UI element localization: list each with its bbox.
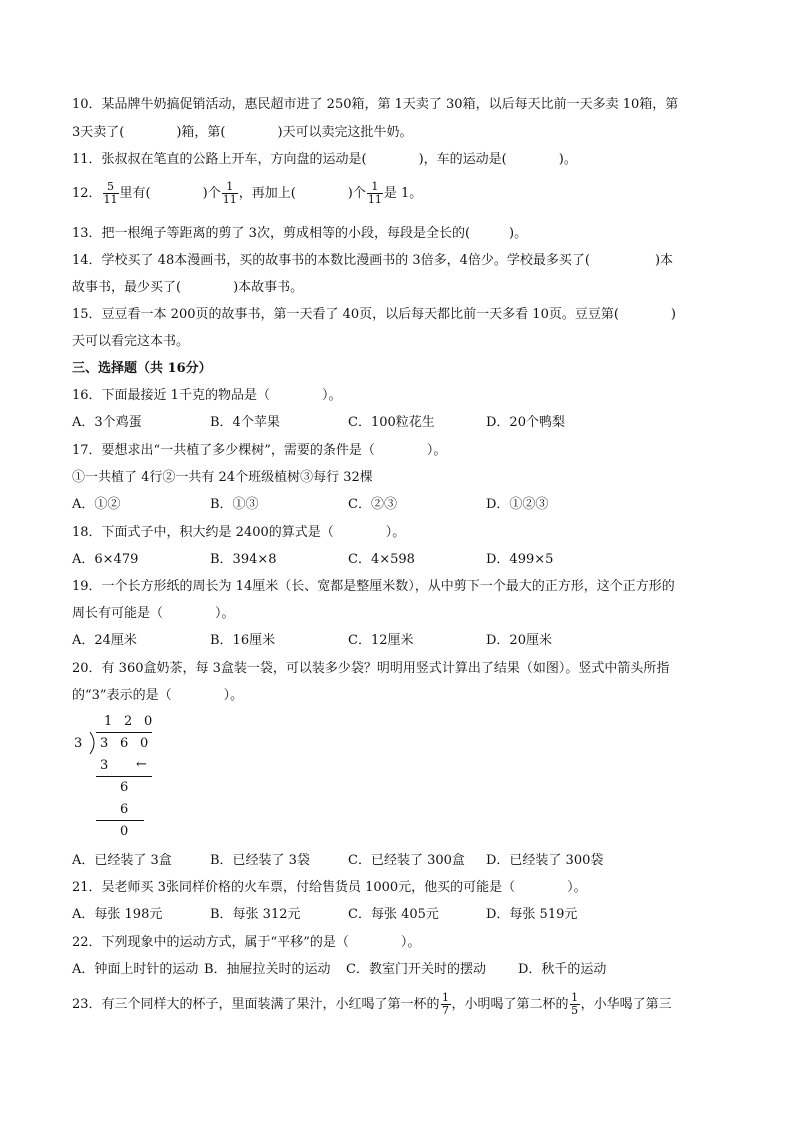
q17-option-a: A．①② bbox=[72, 497, 121, 512]
division-rule-2 bbox=[96, 820, 144, 821]
q22-option-c: C．教室门开关时的摆动 bbox=[346, 962, 486, 977]
dividend-digit-1: 3 bbox=[100, 736, 109, 751]
question-23-text-a: 23．有三个同样大的杯子，里面装满了果汁，小红喝了第一杯的 bbox=[72, 997, 440, 1012]
fraction-numerator: 1 bbox=[442, 991, 450, 1004]
question-12-number: 12． bbox=[72, 186, 102, 201]
question-16: 16．下面最接近 1千克的物品是（ ）。 bbox=[72, 388, 342, 403]
question-15-line-2: 天可以看完这本书。 bbox=[72, 334, 190, 349]
q21-option-d: D．每张 519元 bbox=[486, 907, 578, 922]
divisor: 3 bbox=[74, 736, 83, 751]
fraction-denominator: 11 bbox=[222, 193, 237, 206]
q17-option-d: D．①②③ bbox=[486, 497, 549, 512]
question-12-text-b: ，再加上( )个 bbox=[238, 186, 366, 201]
q20-option-c: C．已经装了 300盒 bbox=[348, 853, 465, 868]
arrow-icon: ← bbox=[136, 757, 147, 772]
dividend-digit-2: 6 bbox=[120, 736, 129, 751]
quotient-digit-2: 2 bbox=[124, 714, 133, 729]
question-20-line-2: 的“3”表示的是（ ）。 bbox=[72, 688, 244, 703]
question-22: 22．下列现象中的运动方式，属于“平移”的是（ ）。 bbox=[72, 935, 421, 950]
fraction-denominator: 11 bbox=[103, 193, 118, 206]
question-15-line-1: 15．豆豆看一本 200页的故事书，第一天看了 40页，以后每天都比前一天多看 10页。豆豆第( ) bbox=[72, 307, 676, 322]
fraction-numerator: 1 bbox=[571, 991, 579, 1004]
q21-option-c: C．每张 405元 bbox=[348, 907, 439, 922]
question-23-text-b: ，小明喝了第二杯的 bbox=[451, 997, 569, 1012]
dividend-digit-3: 0 bbox=[140, 736, 149, 751]
q19-option-b: B．16厘米 bbox=[210, 633, 276, 648]
question-12-text-c: 是 1。 bbox=[383, 186, 423, 201]
q19-option-a: A．24厘米 bbox=[72, 633, 137, 648]
question-14-line-1: 14．学校买了 48本漫画书，买的故事书的本数比漫画书的 3倍多，4倍少。学校最多买了( )本 bbox=[72, 253, 674, 268]
q20-option-b: B．已经装了 3袋 bbox=[210, 853, 310, 868]
question-19-line-1: 19．一个长方形纸的周长为 14厘米（长、宽都是整厘米数），从中剪下一个最大的正方形，这个正方形的 bbox=[72, 579, 675, 594]
q16-option-c: C．100粒花生 bbox=[348, 415, 435, 430]
question-11: 11．张叔叔在笔直的公路上开车，方向盘的运动是( )，车的运动是( )。 bbox=[72, 152, 577, 167]
q18-option-b: B．394×8 bbox=[210, 552, 277, 567]
question-20-line-1: 20．有 360盒奶茶，每 3盒装一袋，可以装多少袋？明明用竖式计算出了结果（如图）。竖式中箭头所指 bbox=[72, 661, 670, 676]
division-step-1: 3 bbox=[100, 758, 109, 773]
fraction-1-7 bbox=[441, 992, 451, 1017]
question-19-line-2: 周长有可能是（ ）。 bbox=[72, 606, 235, 621]
question-12-text-a: 里有( )个 bbox=[119, 186, 221, 201]
fraction-numerator: 1 bbox=[226, 180, 234, 193]
q20-option-a: A．已经装了 3盒 bbox=[72, 853, 172, 868]
fraction-1-5 bbox=[570, 992, 580, 1017]
question-13: 13．把一根绳子等距离的剪了 3次，剪成相等的小段，每段是全长的( )。 bbox=[72, 226, 528, 241]
q22-option-d: D．秋千的运动 bbox=[518, 962, 607, 977]
question-17-conditions: ①一共植了 4行②一共有 24个班级植树③每行 32棵 bbox=[72, 470, 373, 485]
q16-option-d: D．20个鸭梨 bbox=[486, 415, 565, 430]
q22-option-a: A．钟面上时针的运动 bbox=[72, 962, 199, 977]
fraction-denominator: 11 bbox=[367, 193, 382, 206]
long-division-figure bbox=[72, 712, 172, 842]
question-12 bbox=[72, 181, 422, 207]
q18-option-c: C．4×598 bbox=[348, 552, 415, 567]
q19-option-c: C．12厘米 bbox=[348, 633, 414, 648]
q17-option-b: B．①③ bbox=[210, 497, 259, 512]
q17-option-c: C．②③ bbox=[348, 497, 397, 512]
question-18: 18．下面式子中，积大约是 2400的算式是（ ）。 bbox=[72, 525, 406, 540]
section-3-heading: 三、选择题（共 16分） bbox=[72, 361, 212, 376]
fraction-5-11 bbox=[103, 181, 119, 206]
quotient-digit-1: 1 bbox=[104, 714, 113, 729]
division-bracket bbox=[89, 731, 99, 755]
question-21: 21．吴老师买 3张同样价格的火车票，付给售货员 1000元，他买的可能是（ ）。 bbox=[72, 880, 587, 895]
question-17: 17．要想求出“一共植了多少棵树”，需要的条件是（ ）。 bbox=[72, 443, 447, 458]
q21-option-b: B．每张 312元 bbox=[210, 907, 301, 922]
q22-option-b: B．抽屉拉关时的运动 bbox=[204, 962, 331, 977]
question-23 bbox=[72, 992, 672, 1018]
q16-option-a: A．3个鸡蛋 bbox=[72, 415, 142, 430]
question-14-line-2: 故事书，最少买了( )本故事书。 bbox=[72, 280, 304, 295]
fraction-1-11-b bbox=[367, 181, 383, 206]
q19-option-d: D．20厘米 bbox=[486, 633, 552, 648]
q20-option-d: D．已经装了 300袋 bbox=[486, 853, 604, 868]
division-step-3: 6 bbox=[120, 802, 129, 817]
fraction-denominator: 7 bbox=[442, 1004, 450, 1017]
q16-option-b: B．4个苹果 bbox=[210, 415, 280, 430]
question-10-line-2: 3天卖了( )箱，第( )天可以卖完这批牛奶。 bbox=[72, 125, 413, 140]
fraction-1-11-a bbox=[222, 181, 238, 206]
division-bar bbox=[96, 732, 152, 733]
question-10-line-1: 10．某品牌牛奶搞促销活动，惠民超市进了 250箱，第 1天卖了 30箱，以后每天比前一天多卖 10箱，第 bbox=[72, 97, 679, 112]
q18-option-d: D．499×5 bbox=[486, 552, 554, 567]
fraction-numerator: 1 bbox=[371, 180, 379, 193]
q21-option-a: A．每张 198元 bbox=[72, 907, 163, 922]
division-remainder: 0 bbox=[120, 824, 129, 839]
q18-option-a: A．6×479 bbox=[72, 552, 139, 567]
division-rule-1 bbox=[96, 776, 152, 777]
fraction-numerator: 5 bbox=[107, 180, 115, 193]
division-step-2: 6 bbox=[120, 780, 129, 795]
fraction-denominator: 5 bbox=[571, 1004, 579, 1017]
question-23-text-c: ，小华喝了第三 bbox=[580, 997, 672, 1012]
quotient-digit-3: 0 bbox=[144, 714, 153, 729]
